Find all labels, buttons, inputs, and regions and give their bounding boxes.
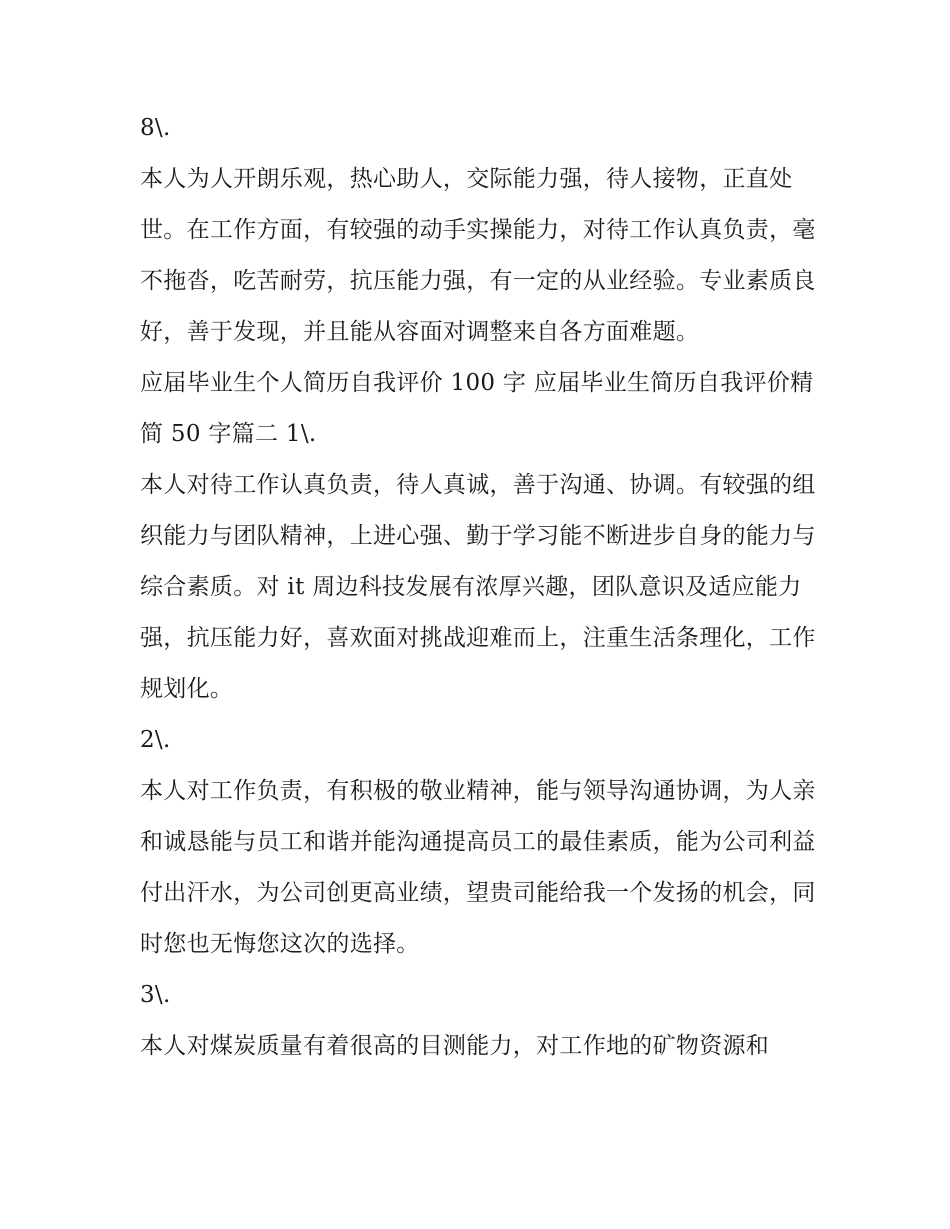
- paragraph-self-evaluation-3: 本人对煤炭质量有着很高的目测能力，对工作地的矿物资源和: [140, 1033, 770, 1059]
- paragraph-heading-8: 8\.: [140, 115, 171, 141]
- paragraph-self-evaluation-1: 本人对待工作认真负责，待人真诚，善于沟通、协调。有较强的组织能力与团队精神，上进心强、勤于学习能不断进步自身的能力与综合素质。对 it 周边科技发展有浓厚兴趣，团队意识及适应能力强，抗压能力好，喜欢面对挑战迎难而上，注重生活条理化，工作规划化。: [140, 472, 816, 702]
- document-body: [140, 103, 830, 1072]
- paragraph-heading-2: 2\.: [140, 727, 171, 753]
- paragraph-heading-3: 3\.: [140, 982, 171, 1008]
- paragraph-self-evaluation-8: 本人为人开朗乐观，热心助人，交际能力强，待人接物，正直处世。在工作方面，有较强的动手实操能力，对待工作认真负责，毫不拖沓，吃苦耐劳，抗压能力强，有一定的从业经验。专业素质良好，善于发现，并且能从容面对调整来自各方面难题。: [140, 166, 816, 345]
- paragraph-self-evaluation-2: 本人对工作负责，有积极的敬业精神，能与领导沟通协调，为人亲和诚恳能与员工和谐并能沟通提高员工的最佳素质，能为公司利益付出汗水，为公司创更高业绩，望贵司能给我一个发扬的机会，同时您也无悔您这次的选择。: [140, 778, 816, 957]
- section-title: 应届毕业生个人简历自我评价 100 字 应届毕业生简历自我评价精简 50 字篇二 1\.: [140, 370, 814, 447]
